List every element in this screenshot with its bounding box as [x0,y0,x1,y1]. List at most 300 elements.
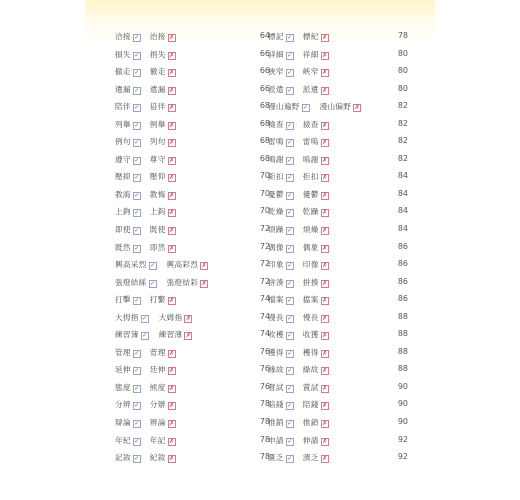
check-mark-icon: ✓ [134,227,140,235]
check-mark-icon: ✓ [287,332,293,340]
correct-word: 分辨 [115,400,131,410]
page-number: 90 [397,381,408,391]
page-number: 76 [259,346,270,356]
check-mark-icon: ✓ [303,104,309,112]
cross-mark-icon: ✗ [322,156,328,164]
page-number: 80 [397,48,408,58]
wrong-word: 伸請 [302,435,319,445]
page-number: 84 [397,171,408,181]
page-number: 78 [259,434,270,444]
check-mark-icon: ✓ [134,209,140,217]
page-number: 78 [259,417,270,427]
word-pair-row [268,363,408,381]
correct-word: 延伸 [115,365,131,375]
wrong-word: 上鈎 [149,207,166,217]
correct-word: 陪伴 [115,102,131,112]
word-pair-row [115,363,270,381]
check-mark-icon: ✓ [287,174,293,182]
cross-mark-icon: ✗ [169,297,175,305]
check-mark-icon: ✓ [287,314,293,322]
page-number: 82 [397,153,408,163]
check-mark-icon: ✓ [287,51,293,59]
word-pair [115,101,176,112]
check-mark-icon: ✓ [287,437,293,445]
correct-word: 撤走 [115,67,131,77]
correct-word: 推銷 [268,418,284,428]
word-pair-row [268,451,408,469]
word-pair-row [268,398,408,416]
word-pair-row [115,153,270,171]
correct-word: 大拇指 [115,312,139,322]
check-mark-icon: ✓ [134,297,140,305]
correct-word: 匱乏 [268,453,284,463]
check-mark-icon: ✓ [142,314,148,322]
word-pair [268,66,329,77]
correct-word: 詳細 [268,49,284,59]
correct-word: 收穫 [268,330,284,340]
wrong-word: 大姆指 [158,312,183,322]
cross-mark-icon: ✗ [322,69,328,77]
correct-word: 興高采烈 [115,260,147,270]
word-pair [268,206,329,217]
page-number: 80 [397,83,408,93]
word-pair-row [268,48,408,66]
wrong-word: 拒扣 [302,172,319,182]
page-number: 70 [259,206,270,216]
correct-word: 派遣 [268,84,284,94]
page-number: 68 [259,153,270,163]
page-number: 84 [397,188,408,198]
correct-word: 嘗試 [268,382,284,392]
check-mark-icon: ✓ [134,367,140,375]
correct-word: 漫長 [268,312,284,322]
correct-word: 印象 [268,260,284,270]
page-number: 72 [259,259,270,269]
word-pair [268,101,361,112]
word-pair [268,84,329,95]
wrong-word: 綠故 [302,365,319,375]
page-number: 84 [397,224,408,234]
correct-word: 上鉤 [115,207,131,217]
wrong-word: 即然 [149,242,166,252]
page-number: 64 [259,31,270,40]
page-number: 84 [397,206,408,216]
correct-word: 遺漏 [115,84,131,94]
check-mark-icon: ✓ [287,384,293,392]
correct-word: 辯論 [115,418,131,428]
check-mark-icon: ✓ [134,349,140,357]
word-pair-row [115,205,270,223]
correct-word: 記敘 [115,453,131,463]
correct-word: 標記 [268,32,284,41]
cross-mark-icon: ✗ [322,279,328,287]
check-mark-icon: ✓ [134,69,140,77]
cross-mark-icon: ✗ [322,297,328,305]
wrong-word: 雷嗚 [302,137,319,147]
word-pair-row [115,223,270,241]
word-pair [115,399,176,410]
check-mark-icon: ✓ [287,420,293,428]
page-number: 90 [397,399,408,409]
word-pair [115,171,176,182]
wrong-word: 例舉 [149,119,166,129]
correct-word: 教誨 [115,189,131,199]
cross-mark-icon: ✗ [201,262,207,270]
page-number: 78 [259,452,270,462]
word-pair-row [115,135,270,153]
word-pair-row [268,346,408,364]
word-pair-row [268,83,408,101]
right-column [268,30,408,469]
wrong-word: 張燈結彩 [166,277,199,287]
word-pair [268,435,329,446]
cross-mark-icon: ✗ [322,384,328,392]
wrong-word: 潰乏 [302,453,319,463]
check-mark-icon: ✓ [287,297,293,305]
wrong-word: 打繫 [149,295,166,305]
page-number: 92 [397,452,408,462]
check-mark-icon: ✓ [287,156,293,164]
page-number: 76 [259,381,270,391]
page-number: 82 [397,136,408,146]
wrong-word: 年記 [149,435,166,445]
page-number: 68 [259,136,270,146]
page-number: 68 [259,118,270,128]
page-number: 74 [259,329,270,339]
cross-mark-icon: ✗ [201,279,207,287]
word-pair-row [115,451,270,469]
page-number: 90 [397,417,408,427]
page-number: 86 [397,294,408,304]
page-number: 66 [259,83,270,93]
check-mark-icon: ✓ [287,349,293,357]
word-pair [268,417,329,428]
page-number: 88 [397,364,408,374]
cross-mark-icon: ✗ [322,51,328,59]
wrong-word: 練習薄 [158,330,183,340]
word-pair-row [268,328,408,346]
word-pair-row [115,188,270,206]
word-pair [115,277,208,288]
correct-word: 遵守 [115,154,131,164]
wrong-word: 標紀 [302,32,319,41]
word-pair [268,452,329,463]
check-mark-icon: ✓ [287,455,293,463]
wrong-word: 徹走 [149,67,166,77]
check-mark-icon: ✓ [287,191,293,199]
page-number: 86 [397,241,408,251]
word-pair-row [115,30,270,48]
word-pair-row [115,276,270,294]
cross-mark-icon: ✗ [169,227,175,235]
word-pair-row [268,258,408,276]
word-pair [115,382,176,393]
word-pair-row [268,30,408,48]
cross-mark-icon: ✗ [322,402,328,410]
word-pair-row [115,311,270,329]
page-number: 92 [397,434,408,444]
correct-word: 即使 [115,225,131,235]
word-pair-row [115,118,270,136]
cross-mark-icon: ✗ [169,86,175,94]
correct-word: 管理 [115,347,131,357]
word-pair [115,347,176,358]
correct-word: 年紀 [115,435,131,445]
cross-mark-icon: ✗ [322,332,328,340]
page-number: 78 [259,399,270,409]
wrong-word: 教悔 [149,189,166,199]
cross-mark-icon: ✗ [169,174,175,182]
correct-word: 張燈結綵 [115,277,147,287]
correct-word: 損失 [115,49,131,59]
check-mark-icon: ✓ [287,86,293,94]
cross-mark-icon: ✗ [322,455,328,463]
cross-mark-icon: ✗ [322,349,328,357]
wrong-word: 辨論 [149,418,166,428]
word-pair [115,312,192,323]
word-pair [115,189,176,200]
word-pair [115,136,176,147]
check-mark-icon: ✓ [134,455,140,463]
word-pair-row [115,83,270,101]
word-pair [268,277,329,288]
correct-word: 獲得 [268,347,284,357]
word-pair [268,382,329,393]
page-number: 66 [259,48,270,58]
cross-mark-icon: ✗ [169,384,175,392]
cross-mark-icon: ✗ [322,227,328,235]
wrong-word: 嗚謝 [302,154,319,164]
word-pair [268,347,329,358]
word-pair-row [268,65,408,83]
cross-mark-icon: ✗ [169,455,175,463]
word-pair-row [268,241,408,259]
check-mark-icon: ✓ [134,121,140,129]
word-pair-row [115,381,270,399]
correct-word: 檢查 [268,119,284,129]
correct-word: 鳴謝 [268,154,284,164]
word-pair [268,49,329,60]
cross-mark-icon: ✗ [169,104,175,112]
word-pair [268,312,329,323]
check-mark-icon: ✓ [287,34,293,41]
wrong-word: 捐失 [149,49,166,59]
cross-mark-icon: ✗ [169,437,175,445]
cross-mark-icon: ✗ [185,314,191,322]
wrong-word: 祥細 [302,49,319,59]
word-pair [115,49,176,60]
word-pair-row [115,48,270,66]
correct-word: 緣故 [268,365,284,375]
wrong-word: 乾躁 [302,207,319,217]
word-pair [115,435,176,446]
wrong-word: 偶象 [302,242,319,252]
page-number: 80 [397,66,408,76]
correct-word: 練習簿 [115,330,139,340]
check-mark-icon: ✓ [134,244,140,252]
cross-mark-icon: ✗ [322,34,328,41]
word-pair-row [115,100,270,118]
wrong-word: 倍伴 [149,102,166,112]
check-mark-icon: ✓ [134,191,140,199]
correct-word: 漫山遍野 [268,102,300,112]
word-pair [115,259,208,270]
wrong-word: 遣漏 [149,84,166,94]
word-pair [115,224,176,235]
correct-word: 壓抑 [115,172,131,182]
check-mark-icon: ✓ [150,279,156,287]
check-mark-icon: ✓ [134,104,140,112]
word-pair [115,31,176,42]
cross-mark-icon: ✗ [185,332,191,340]
wrong-word: 分辦 [149,400,166,410]
word-pair [268,242,329,253]
word-pair [115,206,176,217]
page-number: 86 [397,276,408,286]
check-mark-icon: ✓ [287,262,293,270]
correct-word: 檔案 [268,295,284,305]
word-pair-row [115,398,270,416]
wrong-word: 撿查 [302,119,319,129]
page-number: 74 [259,311,270,321]
check-mark-icon: ✓ [287,227,293,235]
word-pair [268,259,329,270]
check-mark-icon: ✓ [287,402,293,410]
wrong-word: 壓仰 [149,172,166,182]
check-mark-icon: ✓ [287,121,293,129]
cross-mark-icon: ✗ [322,209,328,217]
check-mark-icon: ✓ [134,437,140,445]
word-pair-row [268,311,408,329]
word-pair [268,224,329,235]
correct-word: 狹窄 [268,67,284,77]
word-pair [115,294,176,305]
word-pair [268,154,329,165]
correct-word: 既然 [115,242,131,252]
check-mark-icon: ✓ [134,34,140,41]
page-number: 82 [397,101,408,111]
wrong-word: 菅理 [149,347,166,357]
page-number: 68 [259,101,270,111]
cross-mark-icon: ✗ [169,51,175,59]
wrong-word: 列句 [149,137,166,147]
cross-mark-icon: ✗ [322,121,328,129]
page-number: 78 [397,31,408,40]
word-pair-row [268,170,408,188]
cross-mark-icon: ✗ [322,244,328,252]
page-number: 76 [259,364,270,374]
wrong-word: 熊度 [149,382,166,392]
word-pair [268,119,329,130]
cross-mark-icon: ✗ [322,139,328,147]
document-page [85,0,435,500]
wrong-word: 派遺 [302,84,319,94]
cross-mark-icon: ✗ [322,420,328,428]
word-pair-row [268,293,408,311]
word-pair [268,31,329,42]
cross-mark-icon: ✗ [169,244,175,252]
cross-mark-icon: ✗ [169,34,175,41]
wrong-word: 陪錢 [302,400,319,410]
cross-mark-icon: ✗ [169,420,175,428]
word-pair [115,84,176,95]
word-pair-row [268,276,408,294]
word-pair-row [115,170,270,188]
wrong-word: 優鬱 [302,189,319,199]
cross-mark-icon: ✗ [169,121,175,129]
word-pair-row [268,381,408,399]
check-mark-icon: ✓ [134,174,140,182]
word-pair-row [268,205,408,223]
word-pair-row [268,153,408,171]
page-number: 66 [259,66,270,76]
page-number: 70 [259,188,270,198]
correct-word: 例句 [115,137,131,147]
cross-mark-icon: ✗ [169,139,175,147]
cross-mark-icon: ✗ [322,437,328,445]
wrong-word: 既使 [149,225,166,235]
wrong-word: 擋案 [302,295,319,305]
correct-word: 偶像 [268,242,284,252]
page-number: 72 [259,224,270,234]
word-pair-row [115,434,270,452]
cross-mark-icon: ✗ [169,402,175,410]
word-pair [115,154,176,165]
wrong-word: 興高彩烈 [166,260,199,270]
cross-mark-icon: ✗ [169,349,175,357]
correct-word: 乾燥 [268,207,284,217]
wrong-word: 煩燥 [302,225,319,235]
word-pair-row [115,65,270,83]
word-pair [268,171,329,182]
word-pair [268,364,329,375]
check-mark-icon: ✓ [287,244,293,252]
word-pair [115,119,176,130]
page-number: 72 [259,276,270,286]
check-mark-icon: ✓ [134,402,140,410]
word-pair-row [268,100,408,118]
check-mark-icon: ✓ [134,420,140,428]
word-pair-row [115,346,270,364]
check-mark-icon: ✓ [142,332,148,340]
wrong-word: 尊守 [149,154,166,164]
cross-mark-icon: ✗ [169,69,175,77]
word-pair [115,452,176,463]
page-number: 72 [259,241,270,251]
word-pair-row [115,293,270,311]
cross-mark-icon: ✗ [322,367,328,375]
correct-word: 煩躁 [268,225,284,235]
correct-word: 鉅扣 [268,172,284,182]
word-pair [115,417,176,428]
check-mark-icon: ✓ [134,139,140,147]
wrong-word: 峽窄 [302,67,319,77]
word-pair-row [268,118,408,136]
correct-word: 拼湊 [268,277,284,287]
page-number: 86 [397,259,408,269]
cross-mark-icon: ✗ [169,191,175,199]
check-mark-icon: ✓ [287,139,293,147]
word-pair-row [115,328,270,346]
cross-mark-icon: ✗ [354,104,360,112]
page-number: 82 [397,118,408,128]
wrong-word: 治接 [149,32,166,41]
wrong-word: 漫山偏野 [319,102,352,112]
check-mark-icon: ✓ [287,279,293,287]
wrong-word: 紀敘 [149,453,166,463]
wrong-word: 廷伸 [149,365,166,375]
wrong-word: 穫得 [302,347,319,357]
